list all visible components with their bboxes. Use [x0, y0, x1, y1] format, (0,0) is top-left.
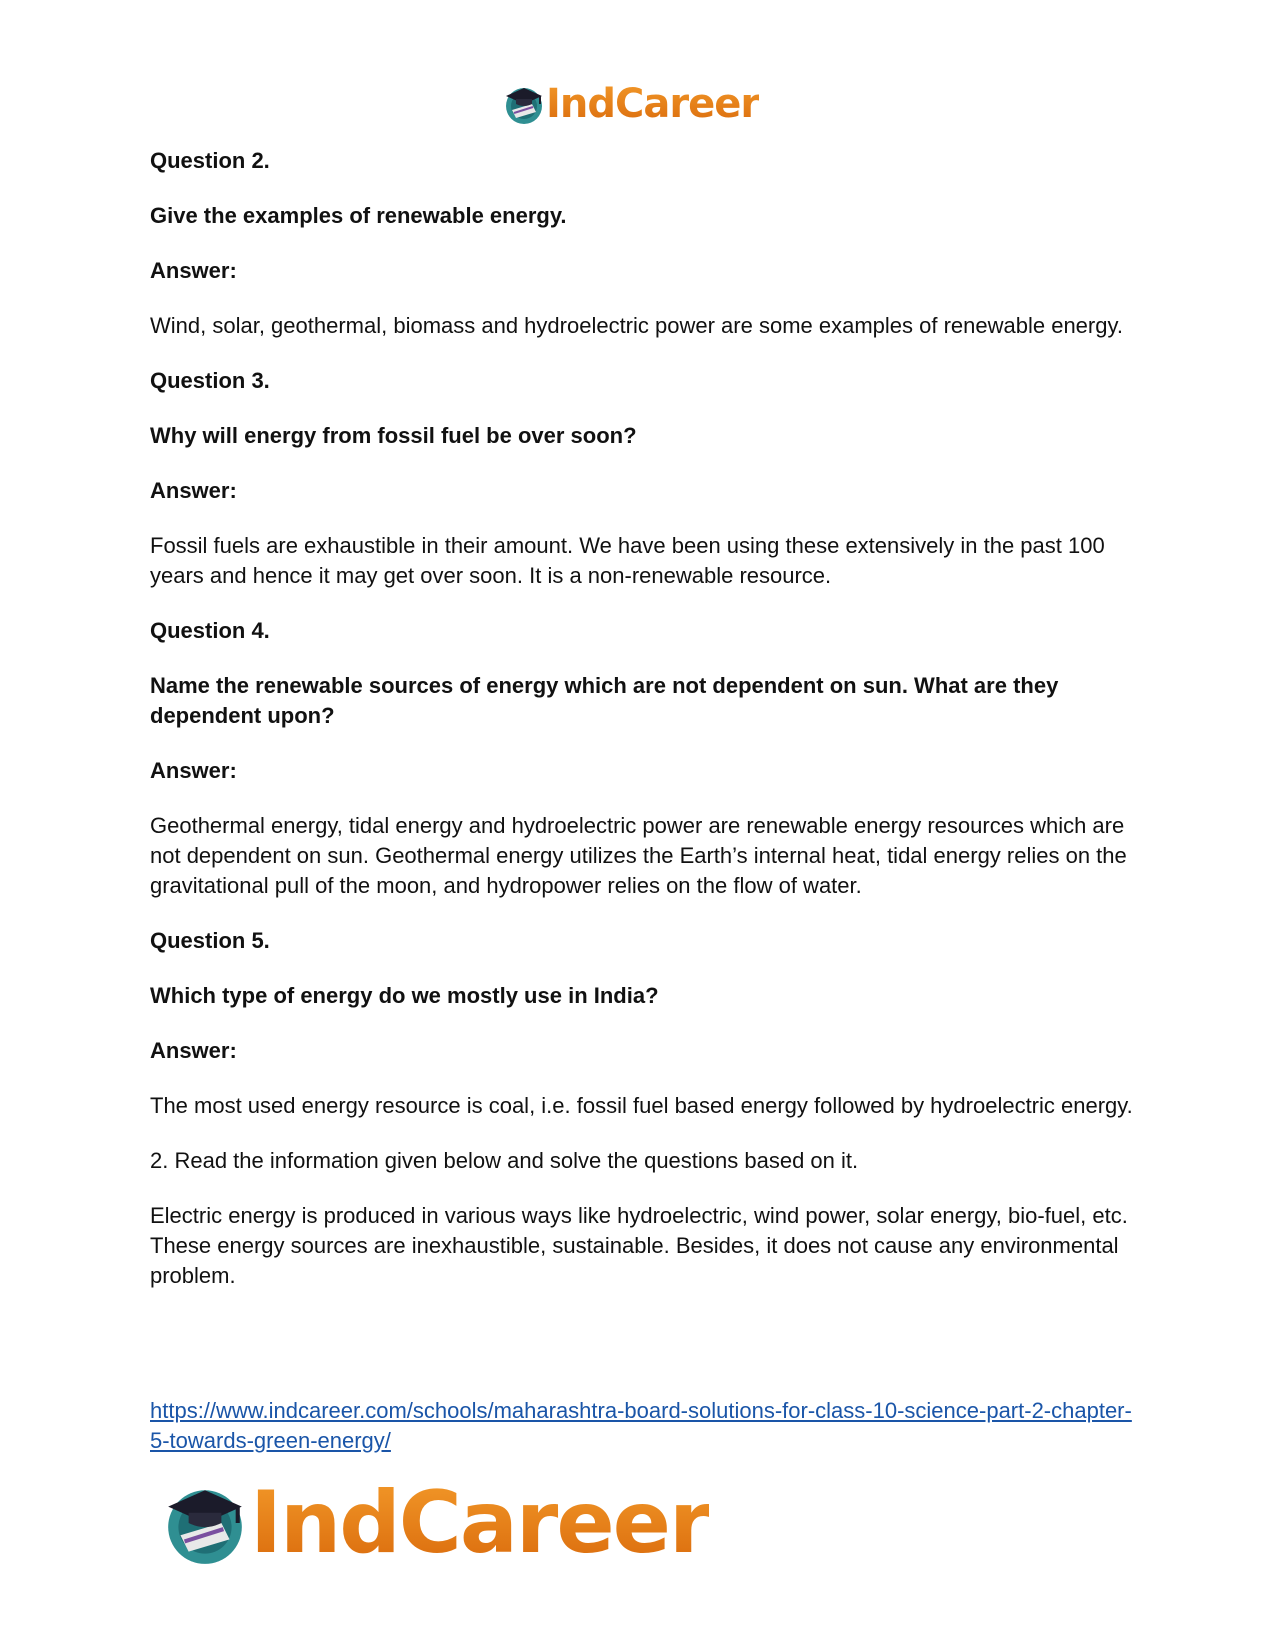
footer-logo	[160, 1473, 709, 1573]
question-2-answer-label: Answer:	[150, 258, 237, 283]
question-4-answer: Geothermal energy, tidal energy and hydroelectric power are renewable energy resources which are not dependent on sun. Geothermal energy utilizes the Earth’s internal heat, tidal energy relies on the gravitational pull of the moon, and hydropower relies on the flow of water.	[150, 813, 1127, 898]
source-link[interactable]: https://www.indcareer.com/schools/maharashtra-board-solutions-for-class-10-science-part-2-chapter-5-towards-green-energy/	[150, 1398, 1132, 1453]
question-5-text: Which type of energy do we mostly use in India?	[150, 983, 659, 1008]
section-2-intro: 2. Read the information given below and solve the questions based on it.	[150, 1148, 859, 1173]
question-5-label: Question 5.	[150, 928, 270, 953]
question-4-label: Question 4.	[150, 618, 270, 643]
header-logo	[502, 80, 759, 128]
question-3-label: Question 3.	[150, 368, 270, 393]
header-logo-text: IndCareer	[546, 81, 760, 127]
source-link-block	[150, 1396, 1140, 1456]
question-4-text: Name the renewable sources of energy which are not dependent on sun. What are they dependent upon?	[150, 673, 1059, 728]
question-3-text: Why will energy from fossil fuel be over soon?	[150, 423, 637, 448]
question-3-answer-label: Answer:	[150, 478, 237, 503]
question-4-answer-label: Answer:	[150, 758, 237, 783]
question-2-text: Give the examples of renewable energy.	[150, 203, 567, 228]
graduation-globe-icon	[160, 1478, 250, 1568]
footer-logo-text: IndCareer	[250, 1473, 710, 1573]
section-2-passage: Electric energy is produced in various ways like hydroelectric, wind power, solar energy, bio-fuel, etc. These energy sources are inexhaustible, sustainable. Besides, it does not cause any environmental problem.	[150, 1203, 1128, 1288]
question-3-answer: Fossil fuels are exhaustible in their amount. We have been using these extensively in the past 100 years and hence it may get over soon. It is a non-renewable resource.	[150, 533, 1105, 588]
question-5-answer: The most used energy resource is coal, i.e. fossil fuel based energy followed by hydroelectric energy.	[150, 1093, 1133, 1118]
graduation-globe-icon	[502, 82, 546, 126]
document-body	[150, 146, 1140, 1316]
question-2-answer: Wind, solar, geothermal, biomass and hydroelectric power are some examples of renewable energy.	[150, 313, 1123, 338]
question-5-answer-label: Answer:	[150, 1038, 237, 1063]
question-2-label: Question 2.	[150, 148, 270, 173]
